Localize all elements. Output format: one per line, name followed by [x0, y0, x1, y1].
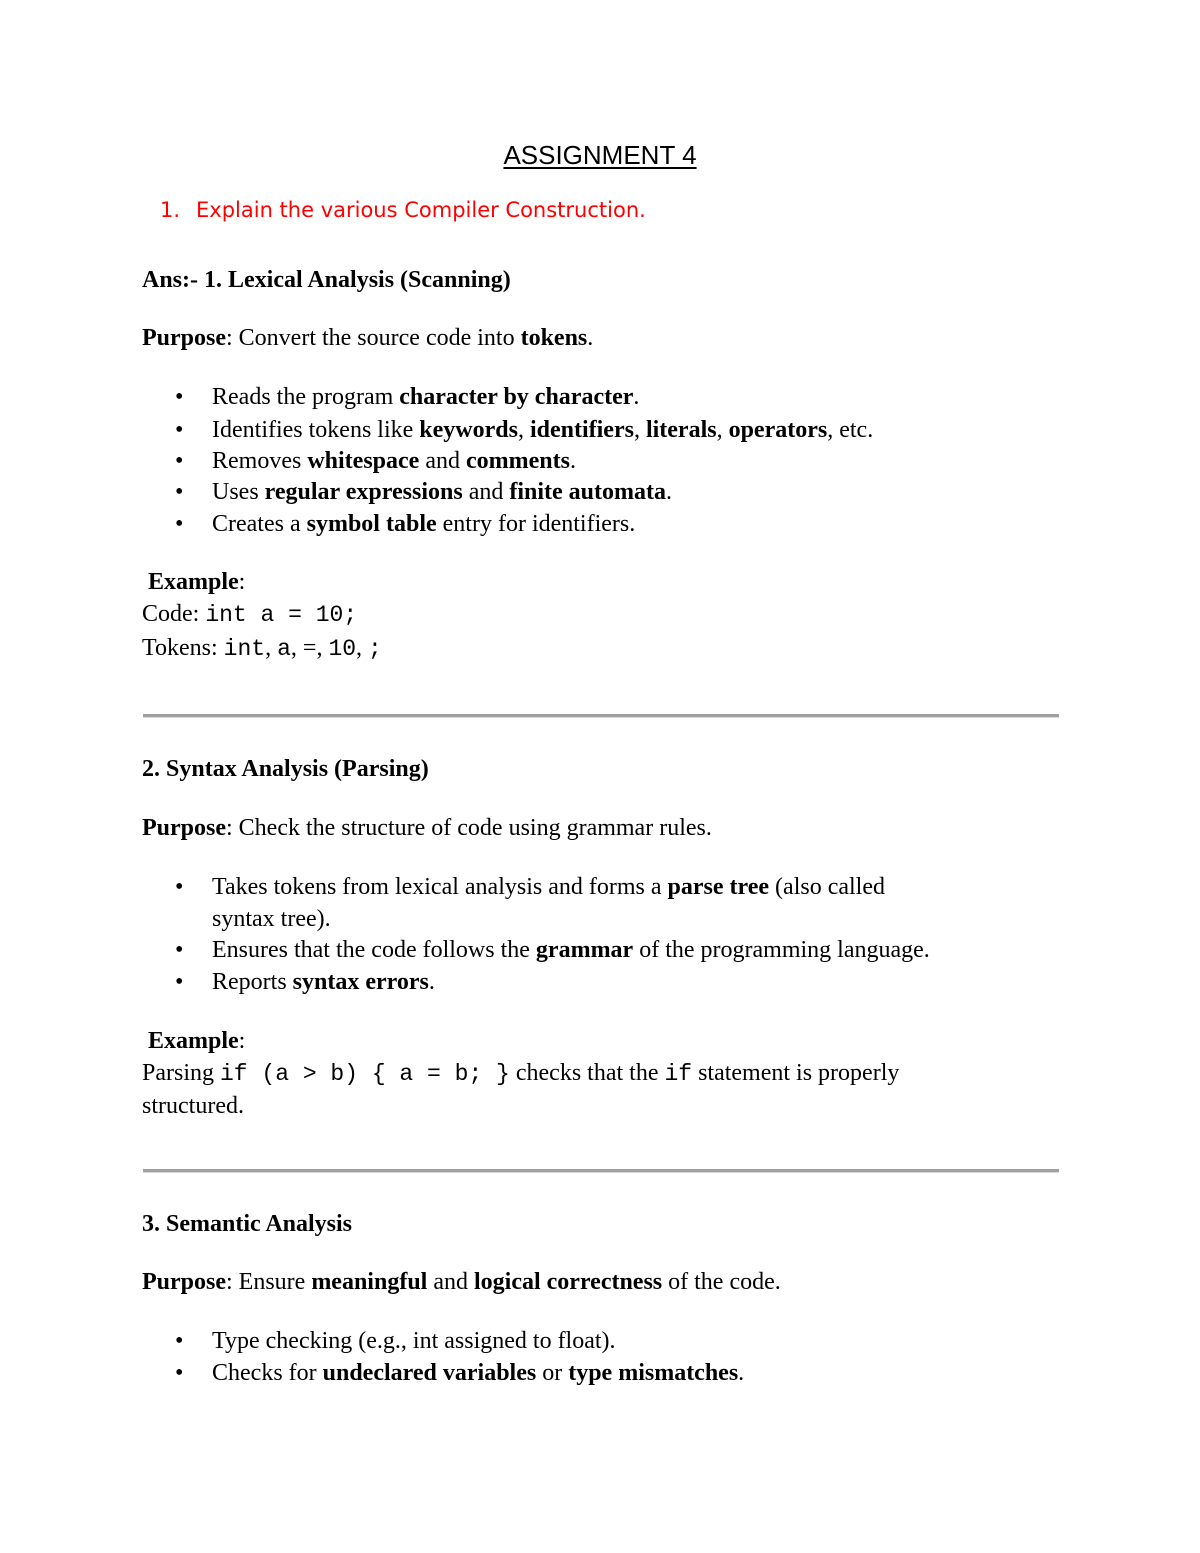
text: Identifies tokens like — [212, 417, 420, 443]
list-item — [212, 969, 435, 996]
section1-heading — [142, 267, 511, 294]
list-item — [212, 511, 635, 538]
bullet-icon: • — [175, 1360, 184, 1386]
token: ; — [368, 636, 382, 662]
token: a — [277, 636, 291, 662]
text: and — [419, 448, 466, 474]
text: entry for identifiers. — [436, 511, 636, 537]
bullet-icon: • — [175, 1328, 184, 1354]
bold-text: type mismatches — [568, 1360, 739, 1386]
purpose-text: : Convert the source code into — [226, 325, 521, 351]
purpose-end: . — [587, 325, 594, 351]
bold-text: grammar — [535, 937, 634, 963]
list-item — [212, 937, 930, 964]
bold-text: whitespace — [307, 448, 420, 474]
section2-title: 2. Syntax Analysis (Parsing) — [142, 756, 429, 782]
separator: , — [290, 635, 303, 661]
example-label — [148, 1028, 245, 1055]
list-item: Type checking (e.g., int assigned to float). — [212, 1328, 616, 1354]
bold-text: finite automata — [509, 479, 666, 505]
bold-text: literals — [645, 417, 717, 443]
text: Creates a — [212, 511, 307, 537]
separator: , — [265, 635, 278, 661]
horizontal-rule — [143, 714, 1059, 718]
bold-text: undeclared variables — [322, 1360, 537, 1386]
section2-purpose — [142, 815, 712, 842]
example-continuation: structured. — [142, 1093, 244, 1119]
text: . — [666, 479, 672, 505]
example-bold: Example — [148, 1028, 239, 1054]
text: Checks for — [212, 1360, 323, 1386]
code-snippet: if (a > b) { a = b; } — [220, 1061, 510, 1087]
bold-text: logical correctness — [473, 1269, 663, 1295]
colon: : — [238, 1028, 246, 1054]
bullet-icon: • — [175, 937, 184, 963]
bold-text: regular expressions — [264, 479, 463, 505]
horizontal-rule — [143, 1169, 1059, 1173]
list-item — [212, 448, 576, 475]
separator: , — [356, 635, 369, 661]
text: . — [633, 384, 640, 410]
text: . — [428, 969, 435, 995]
tokens-line — [142, 635, 382, 662]
list-item — [212, 1360, 744, 1387]
purpose-label: Purpose — [142, 1269, 226, 1295]
text: . — [738, 1360, 745, 1386]
bullet-icon: • — [175, 384, 184, 410]
bold-text: parse tree — [667, 874, 770, 900]
purpose-bold: tokens — [520, 325, 588, 351]
bullet-icon: • — [175, 511, 184, 537]
code-label: Code: — [142, 601, 206, 627]
list-item — [212, 417, 873, 444]
ans-prefix: Ans:- — [142, 267, 205, 293]
text: Parsing — [142, 1060, 220, 1086]
list-item — [212, 479, 672, 506]
document-title: ASSIGNMENT 4 — [503, 140, 697, 170]
list-item — [212, 874, 885, 901]
bold-text: character by character — [399, 384, 634, 410]
question-1 — [160, 198, 646, 222]
list-item-continuation: syntax tree). — [212, 906, 331, 932]
question-text: Explain the various Compiler Construction. — [196, 198, 646, 222]
bold-text: meaningful — [311, 1269, 428, 1295]
text: Removes — [212, 448, 308, 474]
text: and — [427, 1269, 474, 1295]
example-line — [142, 1060, 899, 1087]
bold-text: operators — [728, 417, 828, 443]
section1-purpose — [142, 325, 593, 352]
bullet-icon: • — [175, 874, 184, 900]
bold-text: syntax errors — [292, 969, 429, 995]
text: , — [716, 417, 729, 443]
text: (also called — [769, 874, 885, 900]
section2-heading — [142, 756, 429, 783]
list-item — [212, 384, 639, 411]
bold-text: comments — [465, 448, 570, 474]
token: 10 — [328, 636, 357, 662]
bullet-icon: • — [175, 448, 184, 474]
text: or — [536, 1360, 569, 1386]
tokens-label: Tokens: — [142, 635, 224, 661]
text: : Ensure — [226, 1269, 312, 1295]
text: and — [462, 479, 510, 505]
text: statement is properly — [692, 1060, 900, 1086]
text: Takes tokens from lexical analysis and forms a — [212, 874, 668, 900]
text: Reads the program — [212, 384, 400, 410]
token: = — [302, 635, 317, 661]
bullet-icon: • — [175, 479, 184, 505]
text: Ensures that the code follows the — [212, 937, 536, 963]
bullet-icon: • — [175, 417, 184, 443]
purpose-label: Purpose — [142, 325, 226, 351]
section1-title: 1. Lexical Analysis (Scanning) — [204, 267, 511, 293]
section3-purpose — [142, 1269, 781, 1296]
section3-heading — [142, 1211, 352, 1238]
purpose-text: : Check the structure of code using grammar rules. — [226, 815, 712, 841]
bold-text: identifiers — [529, 417, 634, 443]
text: . — [569, 448, 576, 474]
bold-text: keywords — [419, 417, 518, 443]
question-number: 1. — [160, 198, 181, 222]
text: Reports — [212, 969, 293, 995]
separator: , — [316, 635, 329, 661]
colon: : — [238, 569, 246, 595]
text: , etc. — [827, 417, 874, 443]
purpose-label: Purpose — [142, 815, 226, 841]
example-label — [148, 569, 245, 596]
text: , — [517, 417, 530, 443]
bold-text: symbol table — [306, 511, 437, 537]
text: of the programming language. — [633, 937, 930, 963]
text: Uses — [212, 479, 265, 505]
text: , — [633, 417, 646, 443]
code-snippet: int a = 10; — [205, 602, 358, 628]
code-keyword: if — [664, 1061, 693, 1087]
example-bold: Example — [148, 569, 239, 595]
token: int — [223, 636, 266, 662]
text: of the code. — [662, 1269, 781, 1295]
code-line — [142, 601, 357, 628]
text: checks that the — [509, 1060, 665, 1086]
bullet-icon: • — [175, 969, 184, 995]
section3-title: 3. Semantic Analysis — [142, 1211, 353, 1237]
